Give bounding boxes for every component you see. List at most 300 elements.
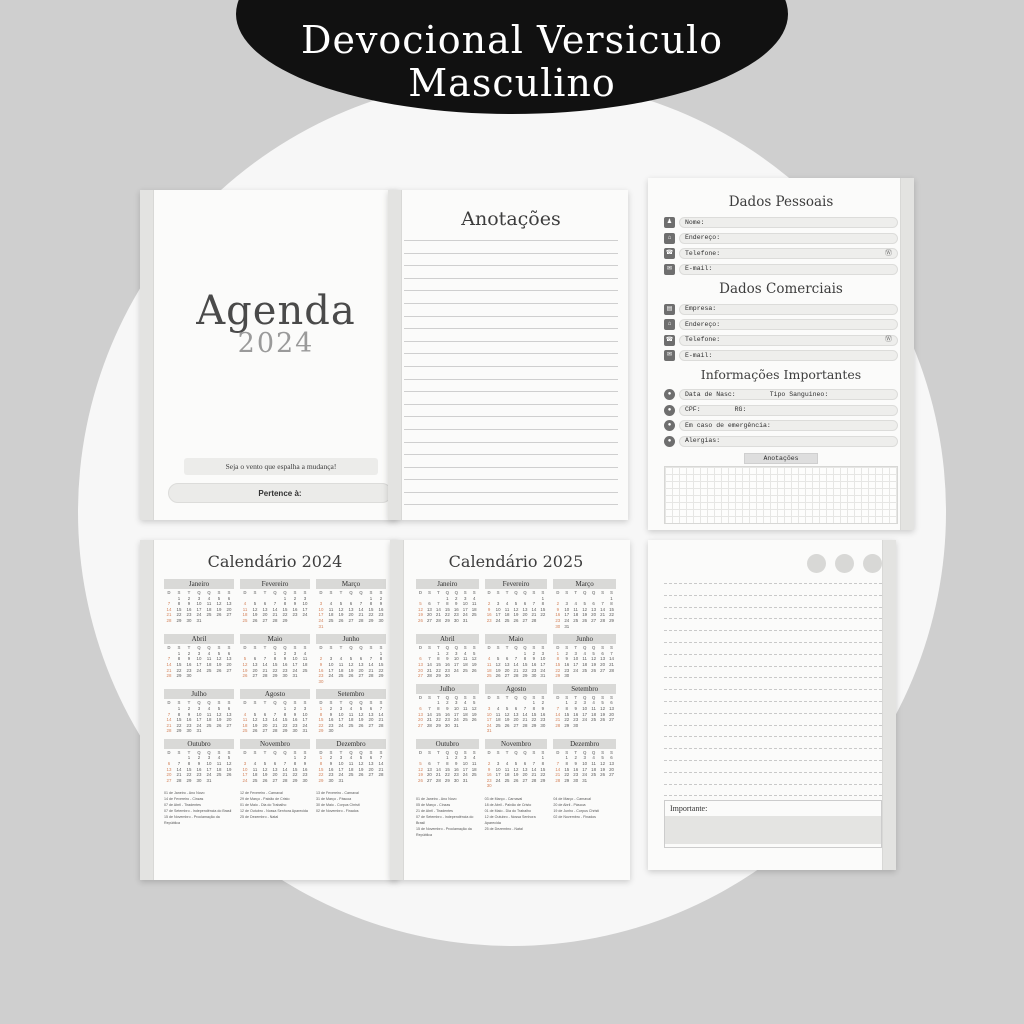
notes-rule[interactable] — [404, 429, 618, 430]
calendar-day: 25 — [302, 667, 308, 673]
calendar-day: 15 — [176, 661, 182, 667]
calendar-dow: S — [532, 694, 536, 700]
calendar-day: 12 — [418, 766, 423, 772]
calendar-day: 22 — [435, 717, 441, 723]
notes-rule[interactable] — [404, 504, 618, 505]
decorative-dot — [807, 554, 826, 573]
calendar-dow: S — [293, 645, 297, 651]
calendar-month — [553, 579, 616, 629]
calendar-day — [346, 679, 356, 685]
calendar-day: 11 — [504, 766, 510, 772]
calendar-day: 4 — [339, 656, 343, 662]
calendar-day: 5 — [592, 650, 595, 656]
calendar-day: 16 — [564, 661, 570, 667]
dashed-rule[interactable] — [664, 713, 882, 714]
calendar-dow: S — [427, 645, 431, 651]
calendar-dow: S — [227, 645, 231, 651]
calendar-day: 3 — [197, 650, 201, 656]
notes-rule[interactable] — [404, 442, 618, 443]
calendar-day: 14 — [176, 766, 182, 772]
calendar-day: 15 — [522, 661, 528, 667]
calendar-day: 28 — [531, 617, 537, 623]
calendar-day — [204, 728, 214, 734]
cover-year: 2024 — [237, 328, 315, 359]
calendar-week-row — [416, 618, 479, 624]
calendar-2024-title: Calendário 2024 — [207, 552, 343, 571]
holiday-item: 15 de Novembro - Proclamação da República — [164, 815, 220, 826]
calendar-day: 3 — [319, 601, 323, 607]
calendar-dow: S — [472, 645, 476, 651]
calendar-day: 5 — [472, 700, 476, 706]
calendar-day: 21 — [513, 667, 519, 673]
calendar-month — [240, 579, 310, 629]
notes-rule[interactable] — [404, 290, 618, 291]
form-field-input[interactable] — [679, 335, 898, 346]
calendar-dow: S — [427, 694, 431, 700]
calendar-day: 11 — [471, 761, 477, 767]
calendar-day: 3 — [541, 650, 545, 656]
notes-rule[interactable] — [404, 492, 618, 493]
calendar-day: 8 — [565, 761, 568, 767]
calendar-dow: Q — [207, 590, 211, 595]
notes-rule[interactable] — [404, 353, 618, 354]
calendar-day — [326, 624, 336, 630]
calendar-day: 8 — [610, 601, 613, 607]
cover-owner-field[interactable]: Pertence à: — [168, 483, 392, 503]
calendar-day: 7 — [523, 705, 527, 711]
calendar-day: 20 — [262, 612, 268, 618]
calendar-day: 8 — [177, 656, 181, 662]
calendar-dow: S — [601, 645, 605, 651]
calendar-day: 14 — [435, 606, 441, 612]
page-notes — [388, 190, 628, 520]
holiday-item: 12 de Outubro - Nossa Senhora Aparecida — [484, 815, 536, 826]
dashed-rule[interactable] — [664, 748, 882, 749]
calendar-month — [416, 739, 479, 789]
calendar-day: 12 — [338, 606, 344, 612]
calendar-day: 25 — [206, 667, 212, 673]
calendar-day: 6 — [419, 656, 422, 662]
calendar-day — [356, 679, 366, 685]
calendar-day: 3 — [207, 755, 211, 761]
calendar-day — [607, 673, 616, 679]
calendar-day: 24 — [196, 722, 202, 728]
calendar-day: 25 — [348, 722, 354, 728]
calendar-day: 20 — [262, 722, 268, 728]
form-field-input[interactable] — [679, 217, 898, 228]
calendar-day: 5 — [601, 700, 604, 706]
calendar-day: 18 — [504, 772, 510, 778]
calendar-day: 17 — [462, 766, 468, 772]
calendar-day: 17 — [196, 661, 202, 667]
dashed-rule[interactable] — [664, 607, 882, 608]
calendar-dow: T — [339, 590, 343, 595]
calendar-week-row — [485, 728, 548, 734]
calendar-day: 24 — [495, 777, 501, 783]
calendar-day: 29 — [292, 777, 298, 783]
calendar-day: 22 — [540, 772, 546, 778]
calendar-day: 12 — [262, 766, 268, 772]
calendar-day — [503, 783, 512, 789]
calendar-day: 5 — [496, 656, 500, 662]
notes-rule[interactable] — [404, 341, 618, 342]
calendar-day — [346, 728, 356, 734]
calendar-day: 25 — [462, 667, 468, 673]
notes-rule[interactable] — [404, 391, 618, 392]
calendar-day: 2 — [187, 650, 191, 656]
calendar-day: 15 — [531, 711, 537, 717]
dashed-rule-block — [664, 583, 882, 808]
calendar-day: 28 — [600, 617, 606, 623]
calendar-day: 17 — [495, 612, 501, 618]
calendar-dow: S — [177, 749, 181, 755]
calendar-dow: Q — [514, 694, 518, 700]
calendar-day: 1 — [283, 705, 287, 711]
calendar-dow: T — [574, 590, 578, 595]
calendar-day: 8 — [556, 656, 560, 662]
calendar-day: 16 — [328, 766, 334, 772]
calendar-day: 14 — [272, 606, 278, 612]
calendar-day: 8 — [283, 711, 287, 717]
calendar-dow: S — [601, 749, 605, 755]
notes-rule[interactable] — [404, 303, 618, 304]
calendar-day: 24 — [196, 612, 202, 618]
calendar-day: 23 — [328, 722, 334, 728]
calendar-day: 2 — [455, 755, 458, 761]
calendar-day: 19 — [418, 612, 423, 618]
calendar-day: 13 — [252, 661, 258, 667]
dashed-rule[interactable] — [664, 595, 882, 596]
dashed-rule[interactable] — [664, 760, 882, 761]
calendar-day: 9 — [574, 761, 577, 767]
holiday-item: 13 de Fevereiro - Carnaval — [316, 791, 359, 796]
form-field-label: CPF: — [685, 406, 701, 413]
holiday-item: 02 de Novembro - Finados — [316, 809, 359, 814]
calendar-day: 6 — [610, 755, 613, 761]
calendar-day — [589, 673, 598, 679]
calendar-day: 27 — [226, 612, 232, 618]
dashed-rule[interactable] — [664, 795, 882, 796]
form-field-input[interactable] — [679, 264, 898, 275]
calendar-day: 23 — [573, 772, 579, 778]
calendar-day: 15 — [435, 711, 441, 717]
dashed-rule[interactable] — [664, 654, 882, 655]
calendar-day: 12 — [471, 705, 477, 711]
dashed-rule[interactable] — [664, 630, 882, 631]
calendar-day: 21 — [378, 766, 384, 772]
calendar-dow: S — [303, 590, 307, 595]
calendar-day: 11 — [462, 656, 468, 662]
calendar-week-row — [416, 778, 479, 784]
notes-rule[interactable] — [404, 479, 618, 480]
calendar-day: 26 — [471, 667, 477, 673]
calendar-day: 18 — [242, 612, 248, 618]
form-field-input[interactable] — [679, 405, 898, 416]
calendar-day: 14 — [378, 761, 384, 767]
calendar-day: 24 — [453, 717, 459, 723]
calendar-dow: S — [293, 590, 297, 595]
calendar-day: 8 — [379, 656, 383, 662]
calendar-month — [164, 634, 234, 684]
dashed-rule[interactable] — [664, 736, 882, 737]
calendar-day — [571, 624, 580, 630]
form-field-input[interactable] — [679, 389, 898, 400]
dashed-rule[interactable] — [664, 677, 882, 678]
personal-fields-group — [664, 217, 898, 275]
calendar-day — [580, 673, 589, 679]
calendar-day: 3 — [339, 755, 343, 761]
calendar-day — [598, 673, 607, 679]
dashed-rule[interactable] — [664, 772, 882, 773]
notes-rule[interactable] — [404, 316, 618, 317]
calendar-day: 5 — [514, 601, 518, 607]
calendar-day: 21 — [262, 667, 268, 673]
calendar-month — [416, 684, 479, 734]
form-field-input[interactable] — [679, 233, 898, 244]
calendar-day: 9 — [446, 705, 449, 711]
calendar-day: 27 — [252, 673, 258, 679]
calendar-day: 6 — [369, 755, 373, 761]
notes-rule[interactable] — [404, 454, 618, 455]
notes-rule[interactable] — [404, 404, 618, 405]
calendar-day: 4 — [592, 755, 595, 761]
calendar-day: 30 — [453, 777, 459, 783]
notes-rule[interactable] — [404, 416, 618, 417]
calendar-day: 20 — [609, 766, 614, 772]
calendar-day: 29 — [435, 673, 441, 679]
calendar-day: 10 — [486, 711, 492, 717]
calendar-day: 11 — [348, 761, 354, 767]
dashed-rule[interactable] — [664, 725, 882, 726]
calendar-dow: S — [217, 645, 221, 651]
calendar-day: 27 — [368, 722, 374, 728]
calendar-day: 7 — [167, 711, 171, 717]
calendar-day: 17 — [242, 772, 248, 778]
calendar-day: 9 — [379, 601, 383, 607]
form-field-input[interactable] — [679, 319, 898, 330]
calendar-day: 18 — [328, 612, 334, 618]
calendar-day: 5 — [359, 755, 363, 761]
calendar-dow: Q — [454, 694, 458, 700]
calendar-day: 2 — [446, 700, 449, 706]
calendar-month — [164, 579, 234, 629]
form-field-input[interactable] — [679, 304, 898, 315]
calendar-day — [204, 618, 214, 624]
mail-icon: ✉ — [664, 264, 675, 275]
calendar-day: 6 — [273, 761, 277, 767]
calendar-day: 2 — [574, 700, 577, 706]
form-field-input[interactable] — [679, 420, 898, 431]
calendar-day: 15 — [444, 766, 450, 772]
calendar-day: 29 — [176, 617, 182, 623]
calendar-dow: S — [253, 749, 257, 755]
calendar-dow: Q — [349, 590, 353, 595]
calendar-day: 9 — [556, 606, 560, 612]
calendar-day: 15 — [540, 606, 546, 612]
calendar-day: 26 — [358, 722, 364, 728]
whatsapp-icon: Ⓦ — [885, 336, 892, 344]
calendar-day: 13 — [166, 766, 172, 772]
calendar-day: 16 — [292, 717, 298, 723]
calendar-day: 19 — [504, 717, 510, 723]
calendar-day: 25 — [252, 777, 258, 783]
calendar-day: 28 — [262, 673, 268, 679]
calendar-day: 1 — [319, 755, 323, 761]
calendar-day: 26 — [216, 722, 222, 728]
calendar-day: 1 — [541, 755, 545, 761]
calendar-day: 25 — [328, 617, 334, 623]
calendar-day: 20 — [418, 667, 423, 673]
calendar-day: 22 — [555, 667, 561, 673]
calendar-day: 10 — [196, 711, 202, 717]
calendar-day: 18 — [462, 661, 468, 667]
calendar-day: 16 — [328, 717, 334, 723]
calendar-day: 7 — [263, 656, 267, 662]
calendar-day: 20 — [426, 772, 432, 778]
notes-rule[interactable] — [404, 328, 618, 329]
calendar-day: 21 — [176, 772, 182, 778]
form-field-row — [664, 335, 898, 346]
calendar-day: 30 — [302, 777, 308, 783]
calendar-day: 21 — [272, 612, 278, 618]
page-spine — [388, 190, 402, 520]
calendar-day: 22 — [282, 722, 288, 728]
important-box[interactable] — [664, 800, 882, 848]
calendar-day: 11 — [495, 711, 501, 717]
calendar-day: 23 — [573, 717, 579, 723]
calendar-day: 18 — [348, 766, 354, 772]
calendar-day: 20 — [600, 661, 606, 667]
calendar-month-name: Abril — [416, 634, 479, 644]
calendar-week-row — [416, 723, 479, 729]
calendar-day — [356, 778, 366, 784]
calendar-day: 4 — [496, 705, 500, 711]
calendar-day: 13 — [504, 661, 510, 667]
calendar-month — [164, 739, 234, 784]
notes-rule[interactable] — [404, 379, 618, 380]
calendar-dow: Q — [207, 645, 211, 651]
form-field-input[interactable] — [679, 350, 898, 361]
calendar-dow: S — [610, 645, 613, 651]
calendar-dow: T — [263, 590, 267, 595]
calendar-day: 1 — [177, 595, 181, 601]
calendar-day: 29 — [609, 617, 614, 623]
calendar-day: 28 — [272, 728, 278, 734]
calendar-day: 15 — [176, 717, 182, 723]
notes-rule[interactable] — [404, 467, 618, 468]
form-field-label: Alergias: — [685, 437, 721, 444]
calendar-day: 5 — [217, 595, 221, 601]
calendar-day: 14 — [378, 711, 384, 717]
calendar-day: 16 — [292, 606, 298, 612]
notes-rule[interactable] — [404, 253, 618, 254]
dashed-rule[interactable] — [664, 784, 882, 785]
calendar-day: 17 — [573, 661, 579, 667]
calendar-week-row — [485, 673, 548, 679]
form-field-row — [664, 304, 898, 315]
calendar-day: 13 — [418, 661, 423, 667]
calendar-day: 25 — [348, 772, 354, 778]
calendar-day: 30 — [378, 617, 384, 623]
calendar-dow: S — [379, 749, 383, 755]
calendar-dow: T — [437, 645, 440, 651]
calendar-week-row — [416, 673, 479, 679]
calendar-day — [520, 783, 529, 789]
calendar-day: 18 — [486, 667, 492, 673]
form-field-input[interactable] — [679, 248, 898, 259]
calendar-day: 12 — [513, 606, 519, 612]
calendar-day: 1 — [437, 700, 440, 706]
calendar-day: 21 — [166, 722, 172, 728]
holiday-item: 12 de Fevereiro - Carnaval — [240, 791, 283, 796]
calendar-day: 13 — [226, 711, 232, 717]
calendar-dow: S — [177, 700, 181, 706]
notes-rule[interactable] — [404, 278, 618, 279]
calendar-dow: T — [574, 645, 578, 651]
calendar-dow: T — [263, 700, 267, 706]
dashed-rule[interactable] — [664, 583, 882, 584]
dashed-rule[interactable] — [664, 666, 882, 667]
calendar-dow: T — [339, 749, 343, 755]
calendar-day: 31 — [292, 673, 298, 679]
calendar-day — [607, 778, 616, 784]
calendar-day: 23 — [378, 612, 384, 618]
calendar-dow: D — [418, 590, 423, 595]
calendar-dow: Q — [591, 749, 596, 755]
calendar-day: 4 — [349, 755, 353, 761]
calendar-day: 26 — [418, 777, 423, 783]
calendar-day: 5 — [601, 755, 604, 761]
calendar-day: 14 — [282, 766, 288, 772]
dashed-rule[interactable] — [664, 689, 882, 690]
calendar-day: 2 — [446, 650, 449, 656]
calendar-day: 19 — [358, 766, 364, 772]
dashed-rule[interactable] — [664, 618, 882, 619]
notes-rule[interactable] — [404, 366, 618, 367]
calendar-day: 1 — [283, 595, 287, 601]
calendar-day: 7 — [273, 601, 277, 607]
calendar-day: 2 — [187, 705, 191, 711]
calendar-day: 23 — [186, 722, 192, 728]
calendar-day: 20 — [226, 717, 232, 723]
form-field-input[interactable] — [679, 436, 898, 447]
calendar-dow: S — [472, 749, 476, 755]
calendar-day: 13 — [522, 606, 528, 612]
form-field-label-secondary: RG: — [734, 406, 747, 413]
dashed-rule[interactable] — [664, 701, 882, 702]
notes-grid-pad[interactable] — [664, 466, 898, 524]
calendar-day: 7 — [601, 601, 604, 607]
calendar-day: 30 — [328, 777, 334, 783]
calendar-day: 1 — [319, 705, 323, 711]
calendar-day: 24 — [582, 772, 588, 778]
calendar-dow: S — [463, 749, 467, 755]
dashed-rule[interactable] — [664, 642, 882, 643]
calendar-day: 22 — [444, 772, 450, 778]
calendar-day: 25 — [495, 722, 501, 728]
calendar-dow: Q — [197, 700, 201, 706]
calendar-day: 14 — [435, 766, 441, 772]
calendar-day — [300, 673, 310, 679]
calendar-day: 30 — [186, 673, 192, 679]
calendar-month — [316, 579, 386, 629]
holiday-item: 25 de Dezembro - Natal — [484, 827, 523, 832]
notes-rule[interactable] — [404, 240, 618, 241]
calendar-day: 10 — [462, 761, 468, 767]
notes-rule[interactable] — [404, 265, 618, 266]
calendar-dow: S — [601, 694, 605, 700]
calendar-dow: D — [243, 645, 247, 651]
